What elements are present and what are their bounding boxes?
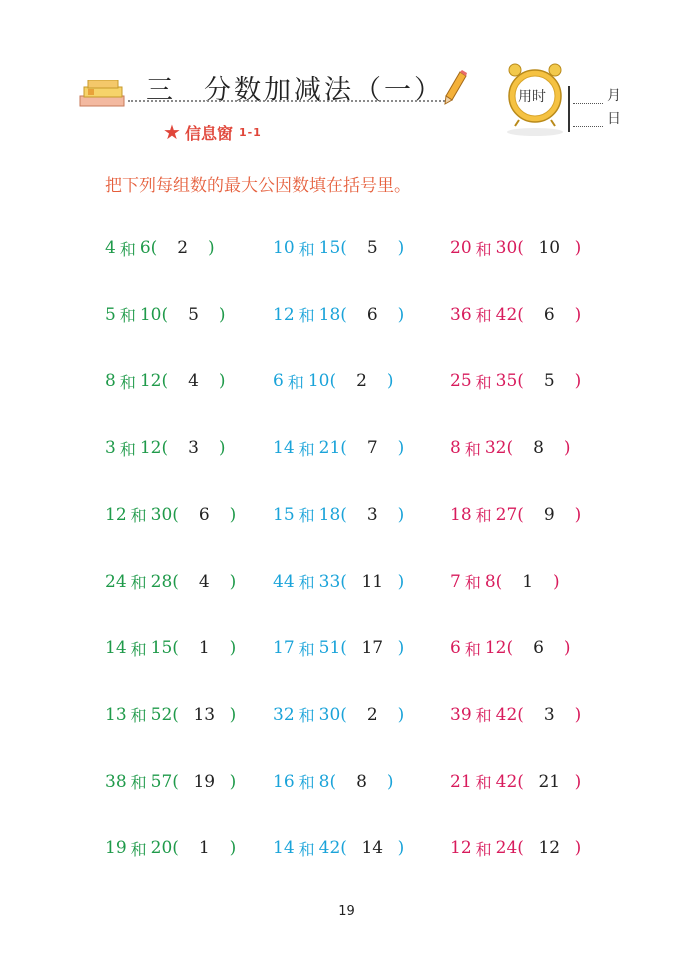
number-a: 12 — [273, 304, 295, 325]
connector-text: 和 — [130, 706, 147, 726]
number-b: 30 — [495, 238, 518, 258]
answer-value: 5 — [188, 304, 199, 325]
answer-value: 6 — [366, 304, 378, 325]
problem-item — [105, 771, 236, 793]
chapter-title: 分数加减法（一） — [204, 75, 444, 106]
answer-blank[interactable]: ( 7 ) — [340, 438, 405, 459]
number-b: 57 — [150, 771, 173, 792]
connector-text: 和 — [475, 306, 492, 326]
answer-blank[interactable]: ( 9 ) — [517, 504, 582, 525]
answer-value: 6 — [533, 638, 544, 659]
problem-item — [450, 837, 581, 859]
connector-text: 和 — [119, 372, 136, 392]
month-label: 月 — [607, 88, 621, 104]
answer-blank[interactable]: ( 5 ) — [161, 304, 226, 325]
answer-blank[interactable]: ( 11 ) — [340, 571, 405, 592]
answer-blank[interactable]: ( 6 ) — [172, 504, 237, 525]
number-b: 52 — [150, 704, 173, 725]
answer-blank[interactable]: ( 6 ) — [340, 304, 405, 325]
problem-item — [105, 437, 225, 459]
number-a: 13 — [105, 704, 127, 725]
answer-blank[interactable]: ( 5 ) — [340, 238, 405, 258]
books-icon — [78, 80, 128, 108]
connector-text: 和 — [464, 639, 481, 659]
section-label — [163, 120, 262, 144]
number-a: 44 — [273, 571, 295, 592]
number-b: 18 — [318, 504, 341, 525]
day-label: 日 — [607, 111, 621, 127]
title-underline — [128, 100, 448, 102]
answer-value: 19 — [193, 771, 216, 792]
number-a: 19 — [105, 838, 127, 859]
connector-text: 和 — [130, 639, 147, 659]
connector-text: 和 — [475, 773, 492, 793]
problem-item — [450, 504, 581, 526]
number-a: 12 — [450, 838, 472, 859]
answer-value: 5 — [366, 238, 378, 258]
section-code: 1-1 — [238, 125, 262, 139]
number-b: 24 — [495, 838, 518, 859]
number-a: 18 — [450, 504, 472, 525]
answer-value: 6 — [543, 304, 555, 325]
number-a: 14 — [105, 638, 127, 659]
number-b: 27 — [495, 504, 518, 525]
number-b: 8 — [484, 571, 496, 592]
connector-text: 和 — [130, 839, 147, 859]
problem-item — [273, 504, 404, 526]
connector-text: 和 — [298, 706, 315, 726]
problem-item — [273, 571, 404, 593]
answer-blank[interactable]: ( 19 ) — [172, 771, 237, 792]
answer-value: 1 — [198, 838, 210, 859]
number-a: 8 — [105, 371, 116, 392]
number-a: 20 — [450, 238, 472, 258]
number-b: 15 — [150, 638, 173, 659]
answer-value: 10 — [538, 238, 561, 258]
connector-text: 和 — [119, 239, 136, 259]
answer-value: 5 — [543, 371, 555, 392]
connector-text: 和 — [298, 306, 315, 326]
number-b: 42 — [495, 304, 518, 325]
number-a: 16 — [273, 771, 295, 792]
number-b: 32 — [484, 438, 507, 459]
number-a: 24 — [105, 571, 127, 592]
answer-value: 2 — [177, 238, 189, 258]
answer-value: 17 — [361, 638, 384, 659]
answer-blank[interactable]: ( 17 ) — [340, 638, 405, 659]
problem-item — [105, 637, 236, 659]
number-b: 35 — [495, 371, 518, 392]
connector-text: 和 — [130, 573, 147, 592]
number-a: 15 — [273, 504, 295, 525]
number-b: 10 — [307, 371, 330, 392]
answer-value: 1 — [522, 571, 534, 592]
problem-item — [450, 637, 570, 659]
date-fields — [565, 86, 635, 134]
answer-value: 3 — [543, 704, 555, 725]
number-b: 20 — [150, 838, 173, 859]
number-b: 30 — [318, 704, 341, 725]
answer-blank[interactable]: ( 1 ) — [172, 838, 237, 859]
answer-value: 2 — [356, 371, 367, 392]
number-a: 10 — [273, 238, 295, 258]
answer-blank[interactable]: ( 8 ) — [506, 438, 571, 459]
problem-item — [450, 437, 570, 459]
problem-item — [273, 237, 404, 259]
connector-text: 和 — [298, 639, 315, 659]
problem-item — [273, 370, 393, 392]
answer-value: 3 — [188, 438, 199, 459]
number-b: 21 — [318, 438, 341, 459]
answer-value: 4 — [188, 371, 199, 392]
answer-blank[interactable]: ( 4 ) — [172, 571, 237, 592]
number-a: 14 — [273, 438, 295, 459]
chapter-number: 三 — [146, 75, 176, 106]
connector-text: 和 — [475, 706, 492, 726]
answer-blank[interactable]: ( 14 ) — [340, 838, 405, 859]
answer-blank[interactable]: ( 8 ) — [329, 771, 394, 792]
problem-item — [273, 637, 404, 659]
answer-value: 4 — [198, 571, 210, 592]
answer-blank[interactable]: ( 2 ) — [150, 238, 215, 258]
answer-blank[interactable]: ( 10 ) — [517, 238, 582, 258]
problem-item — [273, 704, 404, 726]
problem-item — [273, 437, 404, 459]
answer-value: 9 — [543, 504, 555, 525]
answer-blank[interactable]: ( 2 ) — [329, 371, 394, 392]
connector-text: 和 — [298, 506, 315, 526]
number-b: 8 — [318, 771, 330, 792]
number-b: 12 — [139, 438, 162, 459]
problem-item — [450, 304, 581, 326]
answer-value: 14 — [361, 838, 384, 859]
answer-blank[interactable]: ( 12 ) — [517, 838, 582, 859]
answer-blank[interactable]: ( 1 ) — [172, 638, 237, 659]
number-a: 12 — [105, 504, 127, 525]
number-b: 30 — [150, 504, 173, 525]
number-a: 8 — [450, 438, 461, 459]
number-b: 51 — [318, 638, 341, 659]
number-a: 4 — [105, 238, 116, 258]
answer-blank[interactable]: ( 6 ) — [517, 304, 582, 325]
problem-item — [273, 304, 404, 326]
connector-text: 和 — [475, 372, 492, 392]
number-b: 12 — [139, 371, 162, 392]
number-a: 32 — [273, 704, 295, 725]
connector-text: 和 — [298, 839, 315, 859]
day-blank[interactable] — [573, 112, 603, 127]
problem-item — [105, 370, 225, 392]
connector-text: 和 — [464, 439, 481, 459]
number-b: 12 — [484, 638, 507, 659]
clock-label: 用时 — [518, 89, 546, 105]
answer-value: 6 — [198, 504, 210, 525]
problem-item — [105, 704, 236, 726]
connector-text: 和 — [119, 439, 136, 459]
number-a: 21 — [450, 771, 472, 792]
problem-item — [450, 771, 581, 793]
number-a: 25 — [450, 371, 472, 392]
number-a: 6 — [450, 638, 461, 659]
problem-item — [450, 370, 581, 392]
answer-blank[interactable]: ( 1 ) — [495, 571, 560, 592]
number-b: 6 — [139, 238, 151, 258]
problem-item — [105, 837, 236, 859]
answer-blank[interactable]: ( 13 ) — [172, 704, 237, 725]
answer-blank[interactable]: ( 3 ) — [161, 438, 226, 459]
connector-text: 和 — [475, 239, 492, 259]
number-a: 6 — [273, 371, 284, 392]
number-a: 36 — [450, 304, 472, 325]
answer-blank[interactable]: ( 6 ) — [506, 638, 571, 659]
problem-item — [105, 504, 236, 526]
answer-blank[interactable]: ( 21 ) — [517, 771, 582, 792]
answer-value: 8 — [356, 771, 367, 792]
answer-value: 21 — [538, 771, 561, 792]
number-b: 15 — [318, 238, 341, 258]
problem-item — [273, 771, 393, 793]
month-blank[interactable] — [573, 89, 603, 104]
answer-value: 8 — [533, 438, 544, 459]
page-header — [0, 0, 693, 150]
star-icon: ★ — [163, 120, 181, 144]
answer-blank[interactable]: ( 5 ) — [517, 371, 582, 392]
answer-blank[interactable]: ( 3 ) — [340, 504, 405, 525]
number-a: 3 — [105, 438, 116, 459]
connector-text: 和 — [298, 239, 315, 259]
page-number: 19 — [338, 904, 355, 919]
number-a: 39 — [450, 704, 472, 725]
connector-text: 和 — [130, 773, 147, 793]
answer-value: 12 — [538, 838, 561, 859]
answer-value: 7 — [366, 438, 378, 459]
number-b: 42 — [495, 771, 518, 792]
problem-item — [450, 571, 560, 593]
problem-item — [450, 237, 581, 259]
number-a: 38 — [105, 771, 127, 792]
number-a: 5 — [105, 304, 116, 325]
number-a: 14 — [273, 838, 295, 859]
answer-value: 1 — [198, 638, 210, 659]
number-a: 7 — [450, 571, 461, 592]
number-b: 42 — [318, 838, 341, 859]
answer-blank[interactable]: ( 3 ) — [517, 704, 582, 725]
number-b: 33 — [318, 571, 341, 592]
connector-text: 和 — [119, 306, 136, 326]
problem-item — [105, 304, 225, 326]
connector-text: 和 — [475, 839, 492, 859]
connector-text: 和 — [130, 506, 147, 526]
connector-text: 和 — [298, 573, 315, 592]
number-b: 10 — [139, 304, 162, 325]
answer-value: 2 — [366, 704, 378, 725]
connector-text: 和 — [464, 573, 481, 592]
answer-value: 13 — [193, 704, 216, 725]
instruction-text: 把下列每组数的最大公因数填在括号里。 — [105, 176, 411, 196]
answer-value: 3 — [366, 504, 378, 525]
problem-item — [105, 237, 215, 259]
connector-text: 和 — [298, 773, 315, 793]
problem-item — [273, 837, 404, 859]
problem-item — [105, 571, 236, 593]
number-a: 17 — [273, 638, 295, 659]
pencil-icon — [444, 70, 468, 106]
connector-text: 和 — [475, 506, 492, 526]
number-b: 28 — [150, 571, 173, 592]
connector-text: 和 — [287, 372, 304, 392]
connector-text: 和 — [298, 439, 315, 459]
answer-blank[interactable]: ( 4 ) — [161, 371, 226, 392]
section-title: 信息窗 — [184, 123, 233, 143]
answer-value: 11 — [361, 571, 384, 592]
number-b: 18 — [318, 304, 341, 325]
number-b: 42 — [495, 704, 518, 725]
problem-item — [450, 704, 581, 726]
answer-blank[interactable]: ( 2 ) — [340, 704, 405, 725]
